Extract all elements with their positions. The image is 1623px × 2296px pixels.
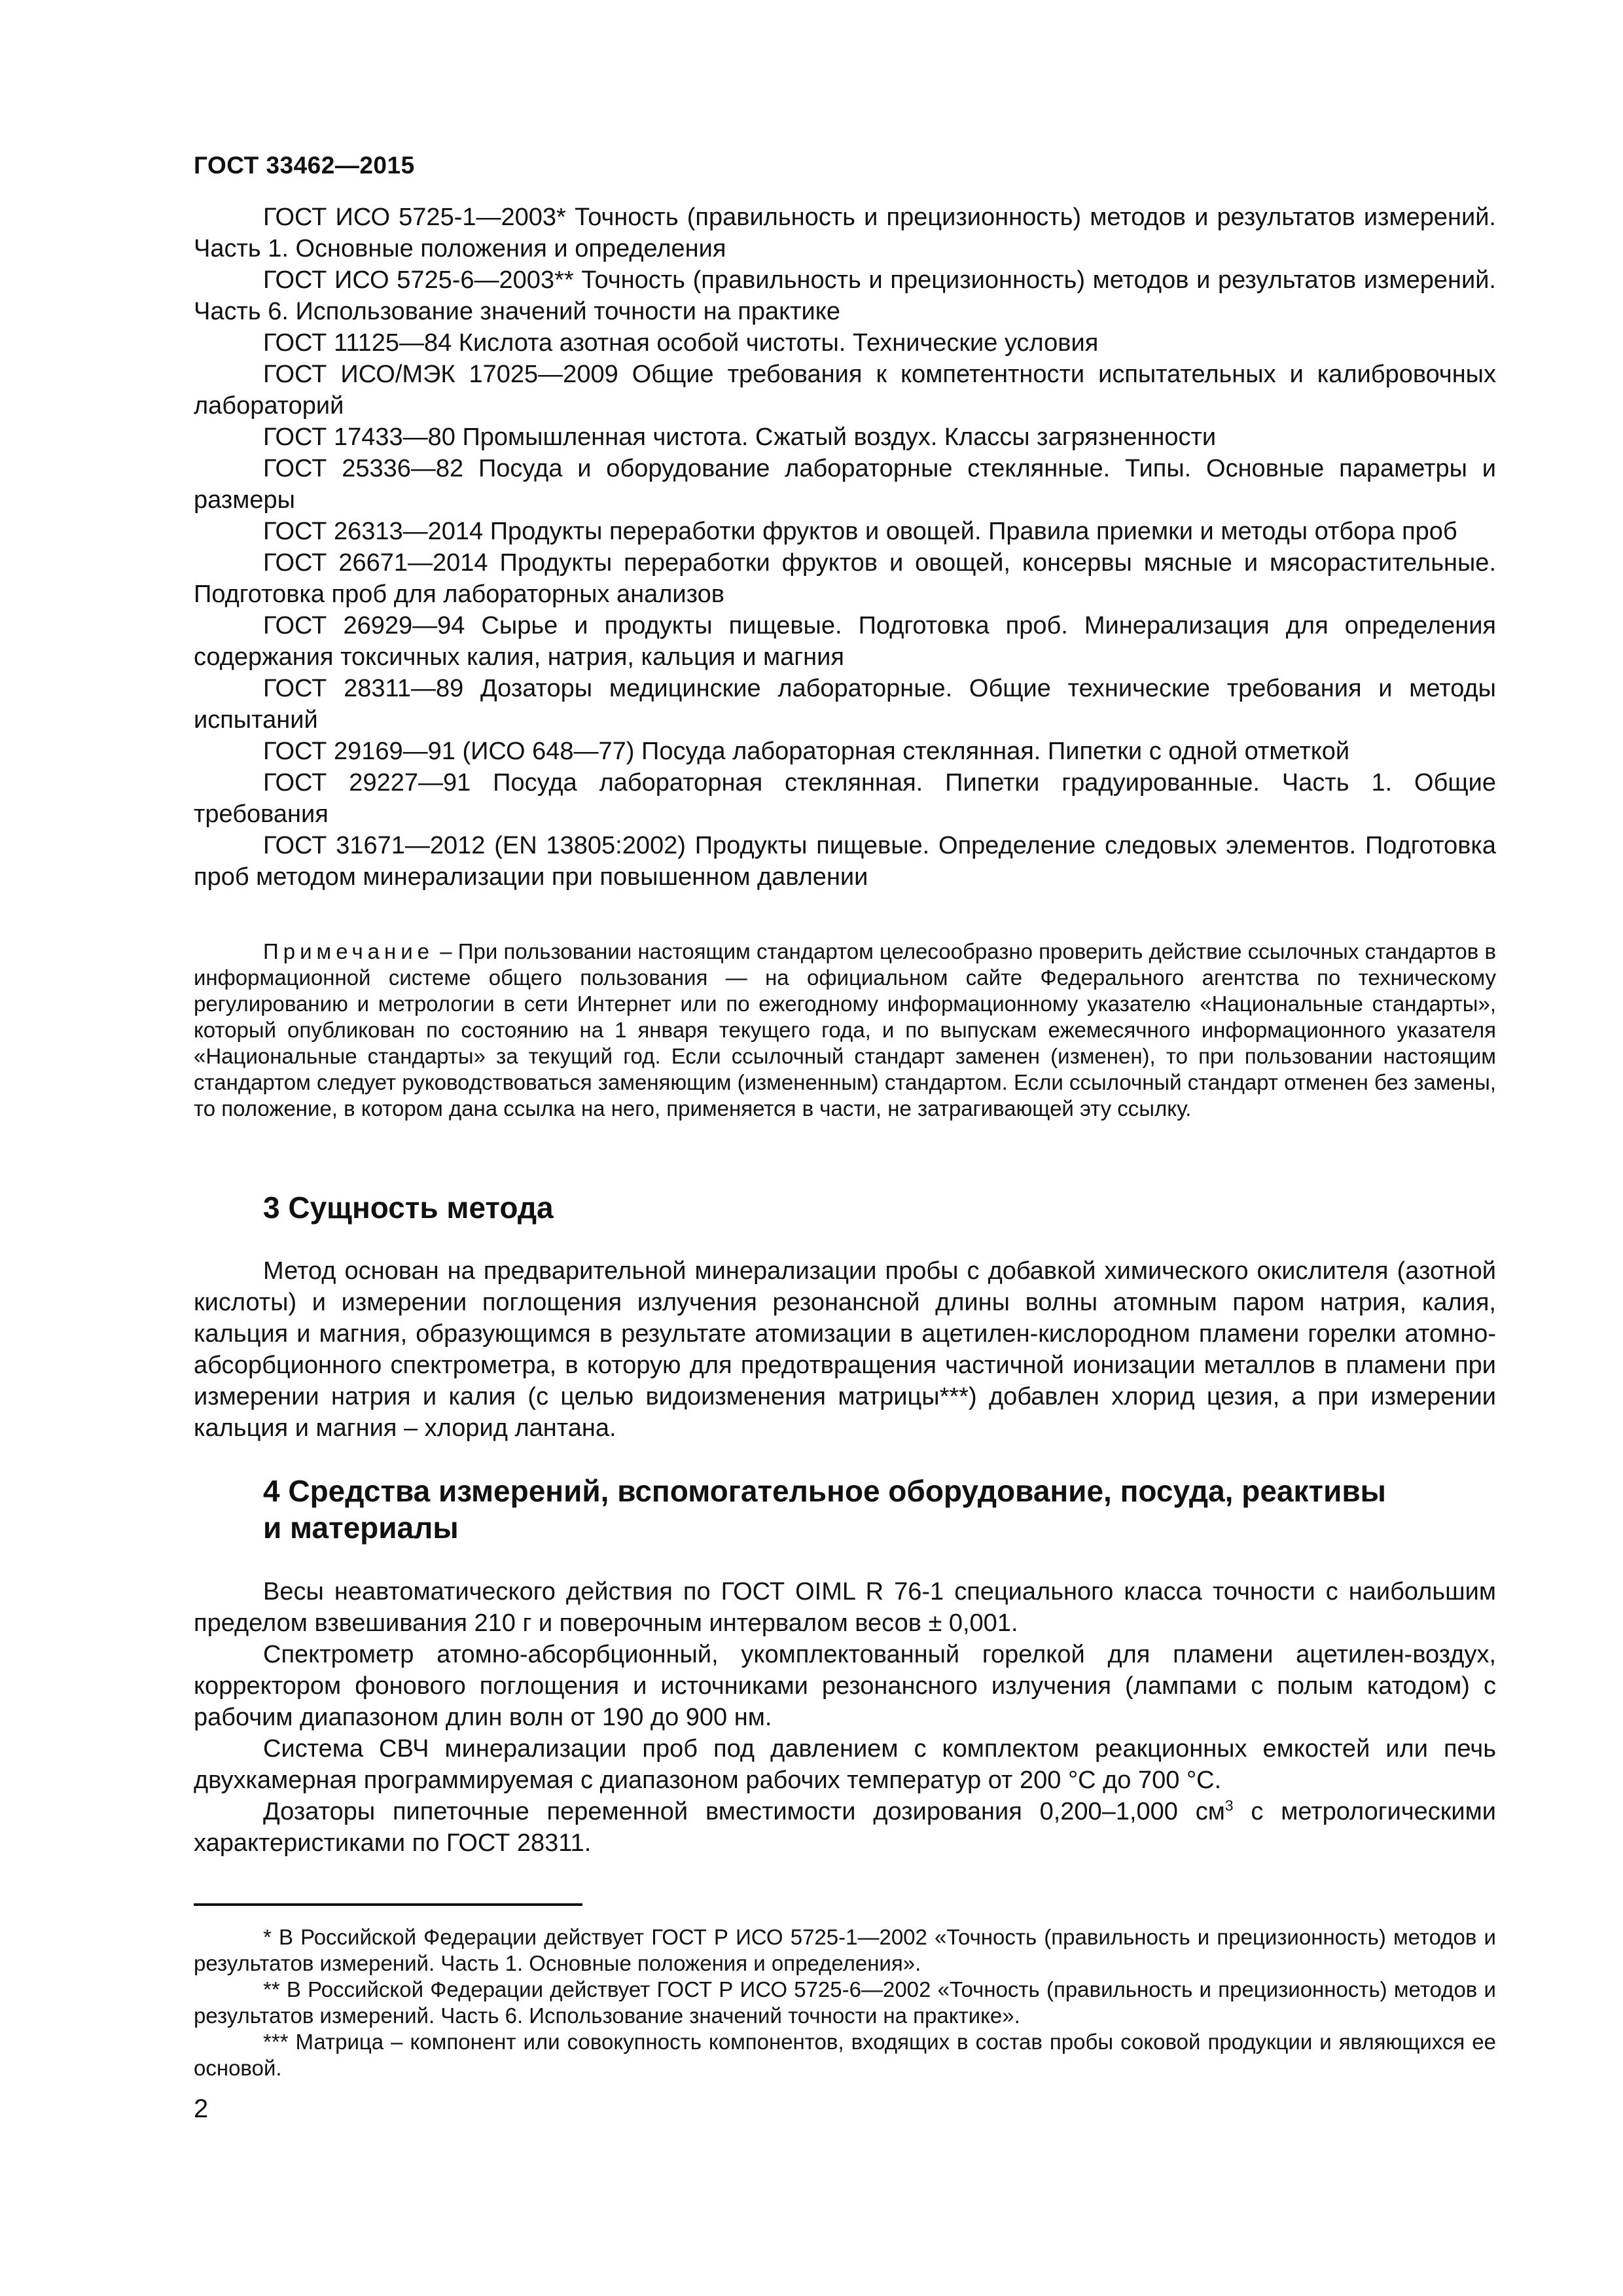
section-4-heading-line-2: и материалы [263,1511,459,1545]
reference-item: ГОСТ 26313—2014 Продукты переработки фруктов и овощей. Правила приемки и методы отбора проб [263,518,1457,545]
normative-references-list [194,202,1496,893]
footnote-separator [194,1903,582,1906]
section-4-heading-line-1: 4 Средства измерений, вспомогательное оборудование, посуда, реактивы [263,1474,1386,1508]
references-note [194,939,1496,1122]
document-header: ГОСТ 33462—2015 [194,152,415,179]
footnote: * В Российской Федерации действует ГОСТ Р ИСО 5725-1—2002 «Точность (правильность и прецизионность) методов и результатов измерений. Часть 1. Основные положения и определения». [194,1925,1496,1975]
reference-item: ГОСТ ИСО 5725-1—2003* Точность (правильность и прецизионность) методов и результатов измерений. Часть 1. Основные положения и определения [194,204,1496,262]
section-3-heading: 3 Сущность метода [263,1191,554,1225]
reference-item: ГОСТ 26929—94 Сырье и продукты пищевые. Подготовка проб. Минерализация для определения содержания токсичных калия, натрия, кальция и магния [194,612,1496,671]
section-4-paragraph [194,1796,1496,1859]
dispensers-text-end: с метрологическими характеристиками по ГОСТ 28311. [194,1798,1496,1857]
reference-item: ГОСТ ИСО/МЭК 17025—2009 Общие требования к компетентности испытательных и калибровочных лабораторий [194,361,1496,420]
dispensers-text: Дозаторы пипеточные переменной вместимости дозирования 0,200–1,000 см [263,1798,1225,1825]
section-4-body [194,1576,1496,1859]
section-4-heading [263,1473,1496,1546]
cm3-superscript: 3 [1224,1797,1234,1814]
reference-item: ГОСТ 25336—82 Посуда и оборудование лабораторные стеклянные. Типы. Основные параметры и размеры [194,455,1496,514]
reference-item: ГОСТ ИСО 5725-6—2003** Точность (правильность и прецизионность) методов и результатов измерений. Часть 6. Использование значений точности на практике [194,266,1496,325]
note-label: Примечание [263,939,435,963]
footnote: ** В Российской Федерации действует ГОСТ Р ИСО 5725-6—2002 «Точность (правильность и прецизионность) методов и результатов измерений. Часть 6. Использование значений точности на практике». [194,1977,1496,2028]
footnote: *** Матрица – компонент или совокупность компонентов, входящих в состав пробы соковой продукции и являющихся ее основой. [194,2030,1496,2080]
reference-item: ГОСТ 11125—84 Кислота азотная особой чистоты. Технические условия [263,329,1099,357]
reference-item: ГОСТ 26671—2014 Продукты переработки фруктов и овощей, консервы мясные и мясорастительные. Подготовка проб для лабораторных анализов [194,549,1496,608]
section-4-paragraph: Спектрометр атомно-абсорбционный, укомплектованный горелкой для пламени ацетилен-воздух, корректором фонового поглощения и источниками резонансного излучения (лампами с полым катодом) с рабочим диапазоном длин волн от 190 до 900 нм. [194,1641,1496,1731]
footnotes [194,1924,1496,2081]
section-4-paragraph: Весы неавтоматического действия по ГОСТ OIML R 76-1 специального класса точности с наибольшим пределом взвешивания 210 г и поверочным интервалом весов ± 0,001. [194,1578,1496,1637]
reference-item: ГОСТ 31671—2012 (EN 13805:2002) Продукты пищевые. Определение следовых элементов. Подготовка проб методом минерализации при повышенном давлении [194,832,1496,891]
note-text: – При пользовании настоящим стандартом целесообразно проверить действие ссылочных стандартов в информационной системе общего пользования — на официальном сайте Федерального агентства по техническому регулированию и метрологии в сети Интернет или по ежегодному информационному указателю «Национальные стандарты», который опубликован по состоянию на 1 января текущего года, и по выпускам ежемесячного информационного указателя «Национальные стандарты» за текущий год. Если ссылочный стандарт заменен (изменен), то при пользовании настоящим стандартом следует руководствоваться заменяющим (измененным) стандартом. Если ссылочный стандарт отменен без замены, то положение, в котором дана ссылка на него, применяется в части, не затрагивающей эту ссылку. [194,939,1496,1121]
section-3-paragraph: Метод основан на предварительной минерализации пробы с добавкой химического окислителя (азотной кислоты) и измерении поглощения излучения резонансной длины волны атомным паром натрия, калия, кальция и магния, образующимся в результате атомизации в ацетилен-кислородном пламени горелки атомно-абсорбционного спектрометра, в которую для предотвращения частичной ионизации металлов в пламени при измерении натрия и калия (с целью видоизменения матрицы***) добавлен хлорид цезия, а при измерении кальция и магния – хлорид лантана. [194,1257,1496,1442]
reference-item: ГОСТ 29227—91 Посуда лабораторная стеклянная. Пипетки градуированные. Часть 1. Общие требования [194,769,1496,828]
reference-item: ГОСТ 17433—80 Промышленная чистота. Сжатый воздух. Классы загрязненности [263,423,1217,451]
reference-item: ГОСТ 29169—91 (ИСО 648—77) Посуда лабораторная стеклянная. Пипетки с одной отметкой [263,738,1350,765]
section-4-paragraph: Система СВЧ минерализации проб под давлением с комплектом реакционных емкостей или печь двухкамерная программируемая с диапазоном рабочих температур от 200 °С до 700 °С. [194,1735,1496,1794]
section-3-body [194,1255,1496,1444]
page-number: 2 [194,2094,209,2123]
reference-item: ГОСТ 28311—89 Дозаторы медицинские лабораторные. Общие технические требования и методы испытаний [194,675,1496,734]
